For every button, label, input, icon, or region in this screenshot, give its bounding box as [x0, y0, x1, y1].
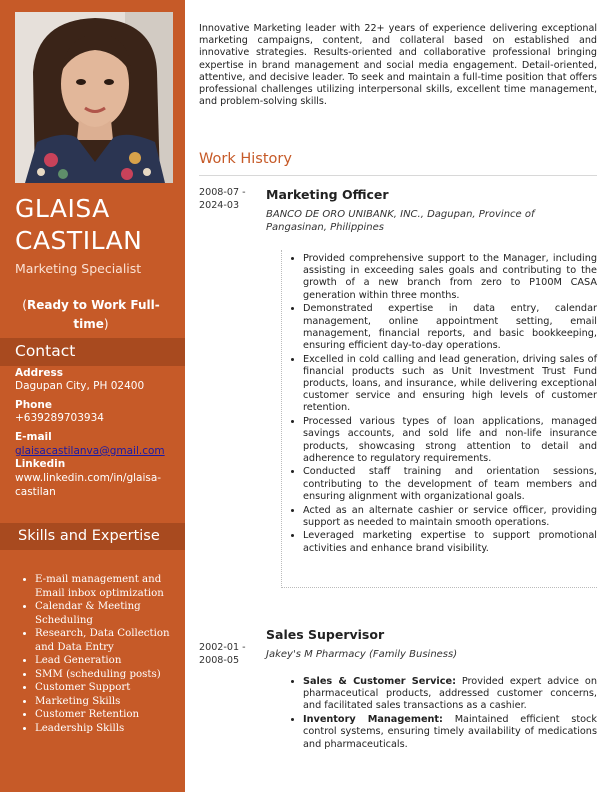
- job-bullet-label: Inventory Management:: [303, 714, 443, 726]
- address-value: Dagupan City, PH 02400: [15, 380, 145, 392]
- skills-header: [0, 523, 185, 550]
- address-label: Address: [15, 367, 63, 379]
- job-bullet-text: Provided expert advice on pharmaceutical products, addressed customer concerns, and facilitated sales transactions as a cashier.: [303, 676, 597, 712]
- job-bullet: [303, 676, 597, 713]
- job-bullet: • Conducted staff training and orientation sessions, contributing to the development of team members and ensuring alignment with organizational goals.: [303, 466, 597, 503]
- job-2-date-start: 2002-01 -: [199, 642, 246, 653]
- job-bullet: • Demonstrated expertise in data entry, calendar management, online appointment setting, email management, financial reports, and basic bookkeeping, ensuring efficient day-to-day operations.: [303, 303, 597, 352]
- skill-item: • Marketing Skills: [35, 695, 184, 709]
- contact-heading: Contact: [15, 342, 76, 360]
- job-2-bullets: [281, 676, 597, 752]
- email-link[interactable]: glaisacastilanva@gmail.com: [15, 445, 165, 457]
- sidebar: [0, 0, 185, 792]
- job-1-title: Marketing Officer: [266, 187, 389, 202]
- availability-note: [12, 296, 170, 334]
- job-role: Marketing Specialist: [15, 261, 142, 276]
- skill-item: • SMM (scheduling posts): [35, 668, 184, 682]
- profile-photo: [15, 12, 173, 183]
- skill-item: • Calendar & Meeting Scheduling: [35, 600, 184, 627]
- profile-photo-icon: [15, 12, 173, 183]
- job-2-title: Sales Supervisor: [266, 627, 385, 642]
- job-bullet: • Excelled in cold calling and lead generation, driving sales of financial products such as Unit Investment Trust Fund products, loans, and insurance, while delivering exceptional customer service and ensuring high levels of customer retention.: [303, 354, 597, 415]
- job-bullet: • Processed various types of loan applications, managed savings accounts, and sold life and non-life insurance products, showcasing strong attention to detail and adherence to regulatory requirements.: [303, 416, 597, 465]
- contact-header: [0, 338, 185, 366]
- skills-heading: Skills and Expertise: [18, 528, 160, 544]
- skills-list: [18, 573, 184, 735]
- job-2-date-end: 2008-05: [199, 655, 240, 666]
- phone-value: +639289703934: [15, 412, 104, 424]
- job-bullet: [303, 714, 597, 751]
- candidate-name: [15, 193, 180, 257]
- job-bullet-text: Maintained efficient stock control systems, ensuring timely availability of medications and pharmaceuticals.: [303, 714, 597, 750]
- job-1-dates: [199, 186, 261, 212]
- section-divider: [199, 175, 597, 176]
- last-name: CASTILAN: [15, 226, 143, 255]
- job-bullet: • Provided comprehensive support to the Manager, including assisting in exceeding sales goals and contributing to the growth of a new branch from zero to P100M CASA generation within three months.: [303, 253, 597, 302]
- skill-item: • Leadership Skills: [35, 722, 184, 736]
- availability-close-paren: ): [103, 317, 109, 331]
- availability-open-paren: (: [22, 298, 27, 312]
- job-bullet: • Acted as an alternate cashier or service officer, providing support as needed to maintain smooth operations.: [303, 505, 597, 529]
- professional-summary: Innovative Marketing leader with 22+ years of experience delivering exceptional marketing campaigns, content, and collateral based on established and innovative strategies. Results-oriented and collaborative professional bringing expertise in brand management and social media engagement. Detail-oriented, attentive, and decisive leader. To seek and maintain a full-time position that offers professional challenges utilizing interpersonal skills, excellent time management, and problem-solving skills.: [199, 23, 597, 108]
- availability-text: Ready to Work Full-time: [26, 298, 160, 331]
- job-1-date-end: 2024-03: [199, 200, 240, 211]
- job-1-bullets: [281, 253, 597, 556]
- first-name: GLAISA: [15, 194, 110, 223]
- job-1-company: BANCO DE ORO UNIBANK, INC., Dagupan, Province of Pangasinan, Philippines: [266, 209, 535, 233]
- linkedin-label: Linkedin: [15, 458, 66, 470]
- phone-label: Phone: [15, 399, 52, 411]
- linkedin-value[interactable]: www.linkedin.com/in/glaisa-castilan: [15, 472, 162, 498]
- skill-item: • Research, Data Collection and Data Entry: [35, 627, 184, 654]
- email-label: E-mail: [15, 431, 52, 443]
- job-1-date-start: 2008-07 -: [199, 187, 246, 198]
- skill-item: • Lead Generation: [35, 654, 184, 668]
- skill-item: • E-mail management and Email inbox optimization: [35, 573, 184, 600]
- job-bullet-label: Sales & Customer Service:: [303, 676, 456, 687]
- job-bullet: • Leveraged marketing expertise to support promotional activities and enhance brand visibility.: [303, 530, 597, 554]
- skill-item: • Customer Retention: [35, 708, 184, 722]
- work-history-heading: Work History: [199, 151, 292, 167]
- job-2-company: Jakey's M Pharmacy (Family Business): [266, 649, 458, 660]
- job-2-dates: [199, 641, 261, 667]
- skill-item: • Customer Support: [35, 681, 184, 695]
